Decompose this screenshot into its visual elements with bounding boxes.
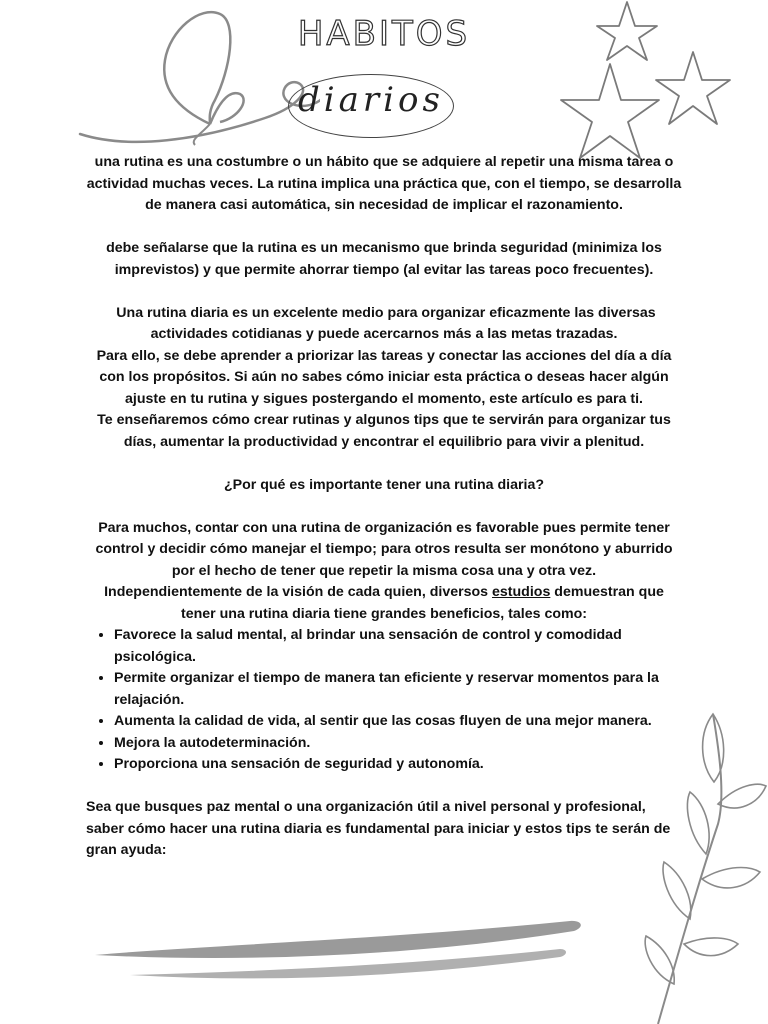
list-item: • Favorece la salud mental, al brindar una sensación de control y comodidad psicológica. bbox=[114, 625, 682, 668]
paragraph-closing: Sea que busques paz mental o una organización útil a nivel personal y profesional, saber cómo hacer una rutina diaria es fundamental para iniciar y estos tips te serán de gran ayuda: bbox=[86, 799, 671, 858]
list-item: • Mejora la autodeterminación. bbox=[114, 733, 682, 755]
studies-text-before: Independientemente de la visión de cada quien, diversos bbox=[104, 584, 493, 600]
paragraph-opinions: Para muchos, contar con una rutina de organización es favorable pues permite tener control y decidir cómo manejar el tiempo; para otros resulta ser monótono y aburrido por el hecho de tener que repetir la misma cosa una y otra vez. bbox=[95, 519, 673, 579]
benefits-list bbox=[86, 625, 682, 776]
paragraph-studies bbox=[86, 582, 682, 625]
studies-link[interactable]: estudios bbox=[492, 584, 551, 600]
paragraph-daily-routine: Una rutina diaria es un excelente medio para organizar eficazmente las diversas actividades cotidianas y puede acercarnos más a las metas trazadas. bbox=[112, 304, 660, 342]
paragraph-definition: una rutina es una costumbre o un hábito que se adquiere al repetir una misma tarea o actividad muchas veces. La rutina implica una práctica que, con el tiempo, se desarrolla de manera casi automática, sin necesidad de implicar el razonamiento. bbox=[86, 154, 682, 213]
studies-text-after: demuestran que tener una rutina diaria tiene grandes beneficios, tales como: bbox=[180, 584, 664, 622]
page-title: HABITOS bbox=[297, 14, 471, 54]
section-question: ¿Por qué es importante tener una rutina diaria? bbox=[223, 476, 545, 493]
page-subtitle: diarios bbox=[298, 80, 444, 120]
paragraph-security: debe señalarse que la rutina es un mecanismo que brinda seguridad (minimiza los imprevistos) y que permite ahorrar tiempo (al evitar las tareas poco frecuentes). bbox=[106, 240, 662, 278]
list-item: • Permite organizar el tiempo de manera tan eficiente y reservar momentos para la relajación. bbox=[114, 668, 682, 711]
paragraph-prioritize: Para ello, se debe aprender a priorizar las tareas y conectar las acciones del día a día con los propósitos. Si aún no sabes cómo iniciar esta práctica o deseas hacer algún ajuste en tu rutina y sigues postergando el momento, este artículo es para ti. bbox=[96, 347, 672, 407]
brush-stroke-icon bbox=[90, 915, 610, 995]
paragraph-teach: Te enseñaremos cómo crear rutinas y algunos tips que te servirán para organizar tus días, aumentar la productividad y encontrar el equilibrio para vivir a plenitud. bbox=[97, 412, 671, 450]
article-body bbox=[86, 152, 682, 862]
list-item: • Aumenta la calidad de vida, al sentir que las cosas fluyen de una mejor manera. bbox=[114, 711, 682, 733]
list-item: • Proporciona una sensación de seguridad y autonomía. bbox=[114, 754, 682, 776]
